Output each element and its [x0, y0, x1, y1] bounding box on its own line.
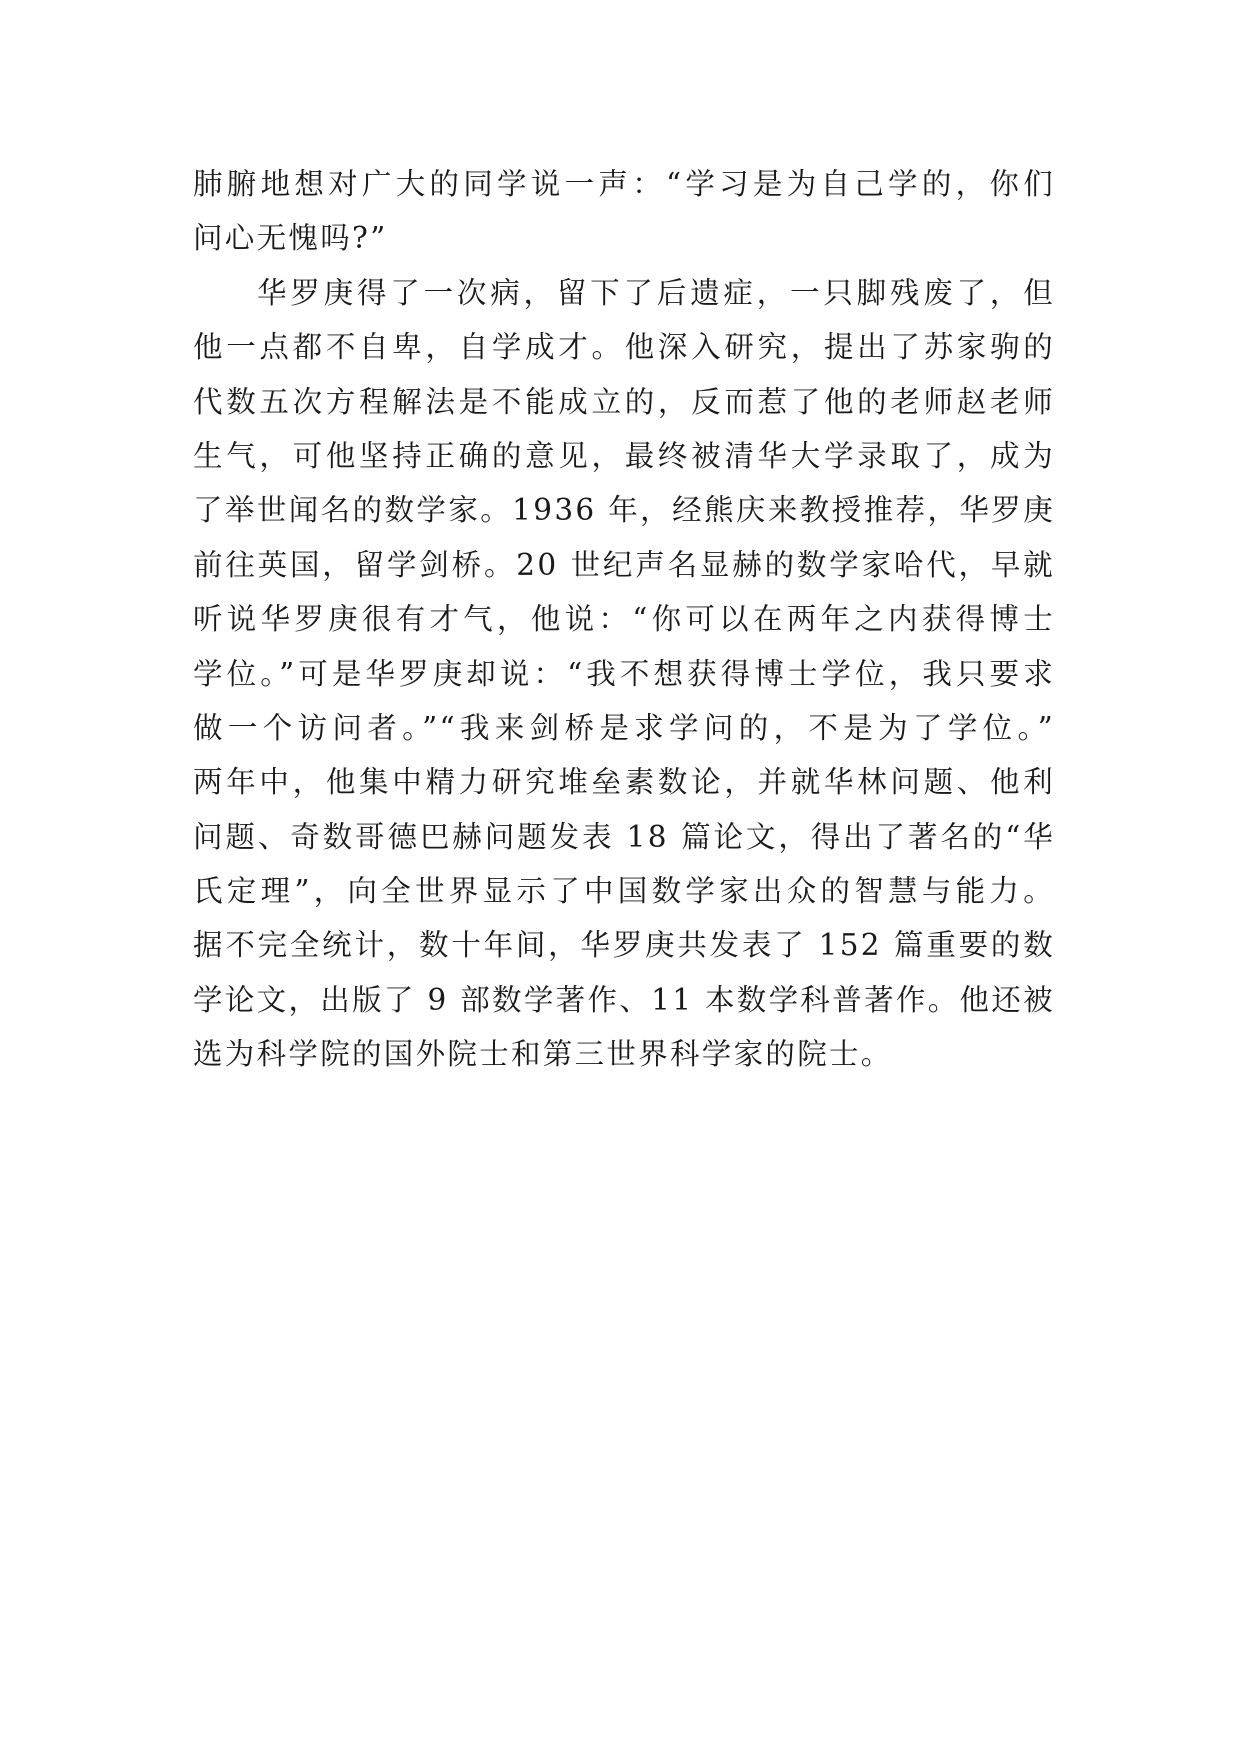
text-line: 前往英国，留学剑桥。20 世纪声名显赫的数学家哈代，早就	[193, 547, 1055, 582]
text-line: 问心无愧吗?”	[193, 221, 388, 256]
text-line: 听说华罗庚很有才气，他说：“你可以在两年之内获得博士	[193, 602, 1055, 637]
body-text	[193, 157, 1055, 1082]
text-line: 他一点都不自卑，自学成才。他深入研究，提出了苏家驹的	[193, 330, 1055, 365]
text-line: 了举世闻名的数学家。1936 年，经熊庆来教授推荐，华罗庚	[193, 493, 1055, 528]
text-line: 两年中，他集中精力研究堆垒素数论，并就华林问题、他利	[193, 765, 1055, 800]
text-line-paragraph-start: 华罗庚得了一次病，留下了后遗症，一只脚残废了，但	[257, 275, 1055, 310]
text-line: 代数五次方程解法是不能成立的，反而惹了他的老师赵老师	[193, 384, 1055, 419]
text-line: 氏定理”，向全世界显示了中国数学家出众的智慧与能力。	[193, 874, 1055, 909]
text-line: 肺腑地想对广大的同学说一声：“学习是为自己学的，你们	[193, 167, 1055, 201]
text-line: 选为科学院的国外院士和第三世界科学家的院士。	[193, 1037, 893, 1072]
text-line: 学位。”可是华罗庚却说：“我不想获得博士学位，我只要求	[193, 656, 1055, 691]
text-line: 据不完全统计，数十年间，华罗庚共发表了 152 篇重要的数	[193, 928, 1055, 963]
text-line: 问题、奇数哥德巴赫问题发表 18 篇论文，得出了著名的“华	[193, 819, 1055, 854]
text-line: 学论文，出版了 9 部数学著作、11 本数学科普著作。他还被	[193, 982, 1055, 1017]
text-line: 生气，可他坚持正确的意见，最终被清华大学录取了，成为	[193, 438, 1055, 473]
text-line: 做一个访问者。”“我来剑桥是求学问的，不是为了学位。”	[193, 710, 1055, 745]
